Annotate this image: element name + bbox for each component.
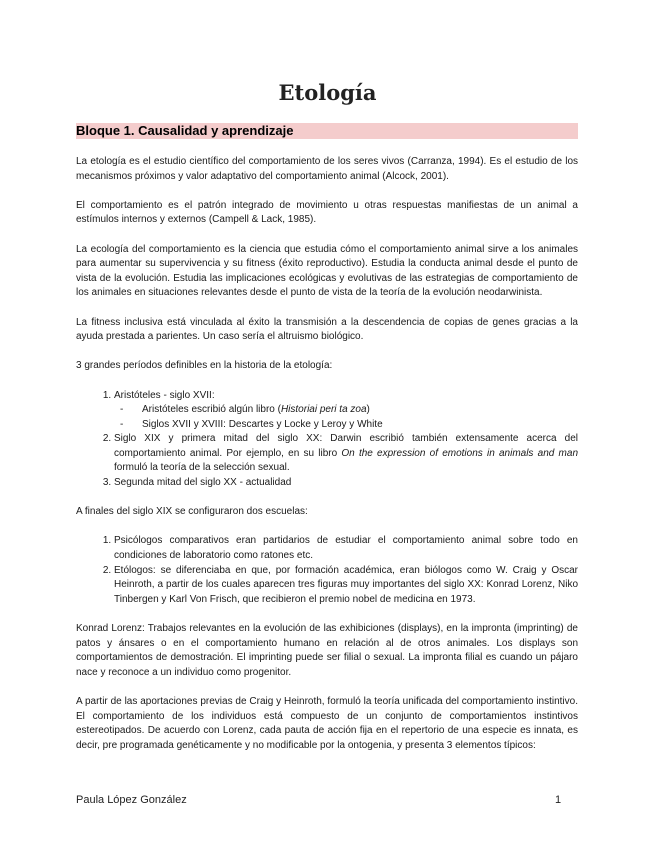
list-item — [114, 564, 578, 608]
paragraph-teoria-unificada: A partir de las aportaciones previas de Craig y Heinroth, formuló la teoría unificada del comportamiento instintivo. El comportamiento de los individuos está compuesto de un conjunto de comportamientos instintivos estereotipados. De acuerdo con Lorenz, cada pauta de acción fija en el repertorio de una especie es innata, es decir, pre programada genéticamente y no modificable por la ontogenia, y presenta 3 elementos típicos: — [76, 695, 578, 751]
list-item — [142, 403, 578, 418]
footer-page-number: 1 — [555, 794, 562, 806]
paragraph-konrad-lorenz: Konrad Lorenz: Trabajos relevantes en la evolución de las exhibiciones (displays), en la impronta (imprinting) de patos y ánsares o en el comportamiento humano en relación al de otros animales. Los displays son comportamientos de demostración. El imprinting puede ser filial o sexual. La impronta filial es cuando un pájaro nace y reconoce a un individuo como progenitor. — [76, 623, 578, 678]
schools-list — [76, 534, 578, 607]
paragraph-ecologia-comportamiento: La ecología del comportamiento es la ciencia que estudia cómo el comportamiento animal sirve a los animales para aumentar su supervivencia y su fitness (éxito reproductivo). Estudia la conducta animal desde el punto de vista de la evolución. Estudia las implicaciones ecológicas y evolutivas de las estrategias de comportamiento de los animales en situaciones relevantes desde el punto de vista de la teoría de la evolución neodarwinista. — [76, 243, 578, 299]
list-item — [114, 476, 578, 491]
book-title-darwin: On the expression of emotions in animals and man — [341, 447, 579, 459]
periods-intro: 3 grandes períodos definibles en la historia de la etología: — [76, 360, 333, 372]
periods-list — [76, 389, 578, 491]
period-1-sub1-text-b: ) — [366, 404, 370, 416]
book-title-historiai: Historiai peri ta zoa — [280, 404, 367, 416]
list-item — [142, 418, 578, 433]
paragraph-definition-comportamiento: El comportamiento es el patrón integrado de movimiento u otras respuestas manifiestas de un animal a estímulos internos y externos (Campell & Lack, 1985). — [76, 199, 578, 226]
page-title: Etología — [278, 80, 377, 105]
school-2-text: Etólogos: se diferenciaba en que, por formación académica, eran biólogos como W. Craig y Oscar Heinroth, a partir de los cuales aparecen tres figuras muy importantes del siglo XX: Konrad Lorenz, Niko Tinbergen y Karl Von Frisch, que recibieron el premio nobel de medicina en 1973. — [114, 564, 578, 605]
school-1-text: Psicólogos comparativos eran partidarios de estudiar el comportamiento animal sobre todo en condiciones de laboratorio como ratones etc. — [114, 535, 578, 562]
period-3-text: Segunda mitad del siglo XX - actualidad — [114, 477, 292, 489]
period-1-sub2-text: Siglos XVII y XVIII: Descartes y Locke y Leroy y White — [142, 418, 383, 430]
paragraph-fitness-inclusiva: La fitness inclusiva está vinculada al éxito la transmisión a la descendencia de copias de genes gracias a la ayuda prestada a parientes. Un caso sería el altruismo biológico. — [76, 316, 578, 343]
schools-intro: A finales del siglo XIX se configuraron dos escuelas: — [76, 506, 308, 518]
section-heading-highlight — [76, 123, 578, 139]
period-2-text-a: Siglo XIX y primera mitad del siglo XX: Darwin escribió también extensamente acerca del comportamiento animal. Por ejemplo, en su libro — [114, 433, 578, 459]
document-body — [76, 155, 578, 768]
paragraph-definition-etologia: La etología es el estudio científico del comportamiento de los seres vivos (Carranza, 1994). Es el estudio de los mecanismos próximos y valor adaptativo del comportamiento animal (Alcock, 2001). — [76, 156, 578, 182]
list-item — [114, 389, 578, 433]
footer-author: Paula López González — [76, 794, 187, 806]
list-item — [114, 432, 578, 476]
period-2-text-b: formuló la teoría de la selección sexual. — [114, 462, 290, 474]
period-1-sublist — [114, 403, 578, 432]
period-1-label: Aristóteles - siglo XVII: — [114, 389, 215, 401]
period-1-sub1-text-a: Aristóteles escribió algún libro ( — [142, 404, 281, 416]
list-item — [114, 534, 578, 563]
section-heading: Bloque 1. Causalidad y aprendizaje — [76, 123, 294, 138]
